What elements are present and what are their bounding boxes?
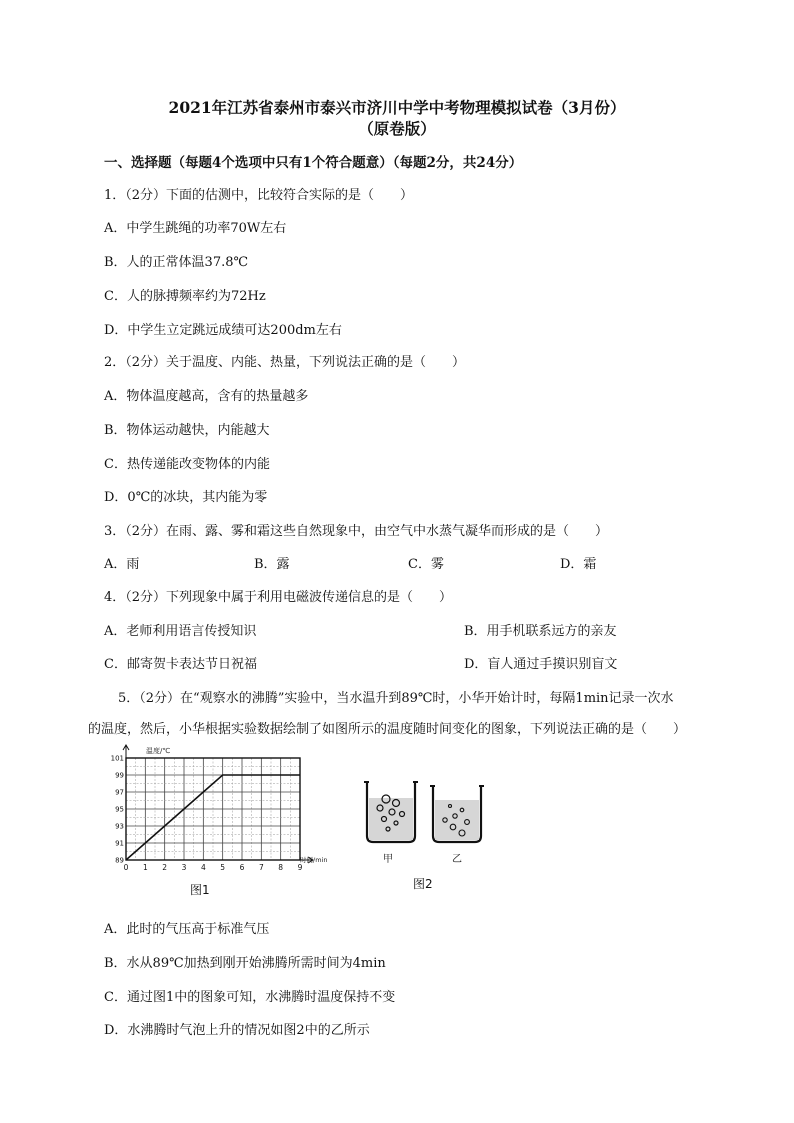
question-5-option-b: B．水从89℃加热到刚开始沸腾所需时间为4min <box>104 956 386 971</box>
question-1-option-a: A．中学生跳绳的功率70W左右 <box>104 221 287 236</box>
x-tick-label: 1 <box>142 863 148 872</box>
x-tick-label: 2 <box>162 863 168 872</box>
paper-title: 2021年江苏省泰州市泰兴市济川中学中考物理模拟试卷（3月份） <box>168 98 626 117</box>
question-5-stem-line-1: 5．（2分）在“观察水的沸腾”实验中，当水温升到89℃时，小华开始计时，每隔1min记录一次水 <box>118 691 674 706</box>
figure-2 <box>355 770 505 895</box>
question-1-option-b: B．人的正常体温37.8℃ <box>104 255 249 270</box>
figure-1-y-axis-label: 温度/℃ <box>146 747 171 755</box>
section-heading: 一、选择题（每题4个选项中只有1个符合题意）（每题2分，共24分） <box>104 155 523 171</box>
question-2-stem: 2．（2分）关于温度、内能、热量，下列说法正确的是（ ） <box>104 355 466 370</box>
y-tick-label: 99 <box>115 771 124 780</box>
question-2-option-b: B．物体运动越快，内能越大 <box>104 423 270 438</box>
question-1-option-d: D．中学生立定跳远成绩可达200dm左右 <box>104 323 342 338</box>
beaker-yi-label: 乙 <box>452 854 462 865</box>
y-tick-label: 93 <box>115 822 124 831</box>
question-2-option-a: A．物体温度越高，含有的热量越多 <box>104 389 309 404</box>
question-4-option-c: C．邮寄贺卡表达节日祝福 <box>104 657 257 672</box>
question-3-option-c: C．雾 <box>408 557 444 572</box>
figure-1-grid <box>126 758 300 860</box>
y-tick-label: 91 <box>115 839 124 848</box>
question-1-option-c: C．人的脉搏频率约为72Hz <box>104 289 266 304</box>
x-tick-label: 7 <box>258 863 264 872</box>
y-tick-label: 101 <box>110 754 124 763</box>
figure-1-caption: 图1 <box>190 883 210 897</box>
question-4-option-a: A．老师利用语言传授知识 <box>104 624 257 639</box>
beaker-yi <box>430 786 484 842</box>
beaker-jia-label: 甲 <box>383 854 393 865</box>
x-tick-label: 5 <box>220 863 226 872</box>
question-3-option-d: D．霜 <box>560 557 597 572</box>
figure-1-graph <box>104 742 334 902</box>
beaker-jia <box>364 782 418 842</box>
figure-1-y-ticks <box>111 755 124 865</box>
question-3-stem: 3．（2分）在雨、露、雾和霜这些自然现象中，由空气中水蒸气凝华而形成的是（ ） <box>104 524 609 539</box>
y-tick-label: 95 <box>115 805 124 814</box>
question-4-option-b: B．用手机联系远方的亲友 <box>464 624 617 639</box>
x-tick-label: 6 <box>239 863 245 872</box>
question-1-stem: 1．（2分）下面的估测中，比较符合实际的是（ ） <box>104 188 414 203</box>
y-tick-label: 89 <box>115 856 124 865</box>
figure-1-axes <box>123 745 313 863</box>
x-tick-label: 9 <box>297 863 303 872</box>
question-4-stem: 4．（2分）下列现象中属于利用电磁波传递信息的是（ ） <box>104 590 453 605</box>
question-3-option-b: B．露 <box>254 557 290 572</box>
x-tick-label: 8 <box>278 863 284 872</box>
x-tick-label: 4 <box>200 863 206 872</box>
question-2-option-d: D．0℃的冰块，其内能为零 <box>104 490 268 505</box>
paper-subtitle: （原卷版） <box>358 119 436 138</box>
x-tick-label: 0 <box>123 863 129 872</box>
question-4-option-d: D．盲人通过手摸识别盲文 <box>464 657 618 672</box>
question-5-option-c: C．通过图1中的图象可知，水沸腾时温度保持不变 <box>104 990 396 1005</box>
x-tick-label: 3 <box>181 863 187 872</box>
question-3-option-a: A．雨 <box>104 557 140 572</box>
figure-2-beakers <box>355 770 505 895</box>
question-5-stem-line-2: 的温度，然后，小华根据实验数据绘制了如图所示的温度随时间变化的图象，下列说法正确的是（ ） <box>88 722 687 737</box>
figure-1 <box>104 742 334 902</box>
figure-1-x-ticks <box>124 863 303 872</box>
question-5-option-a: A．此时的气压高于标准气压 <box>104 922 270 937</box>
figure-2-caption: 图2 <box>413 877 433 891</box>
y-tick-label: 97 <box>115 788 124 797</box>
question-2-option-c: C．热传递能改变物体的内能 <box>104 457 270 472</box>
figure-1-x-axis-label: 时间/min <box>300 856 328 864</box>
question-5-option-d: D．水沸腾时气泡上升的情况如图2中的乙所示 <box>104 1023 370 1038</box>
